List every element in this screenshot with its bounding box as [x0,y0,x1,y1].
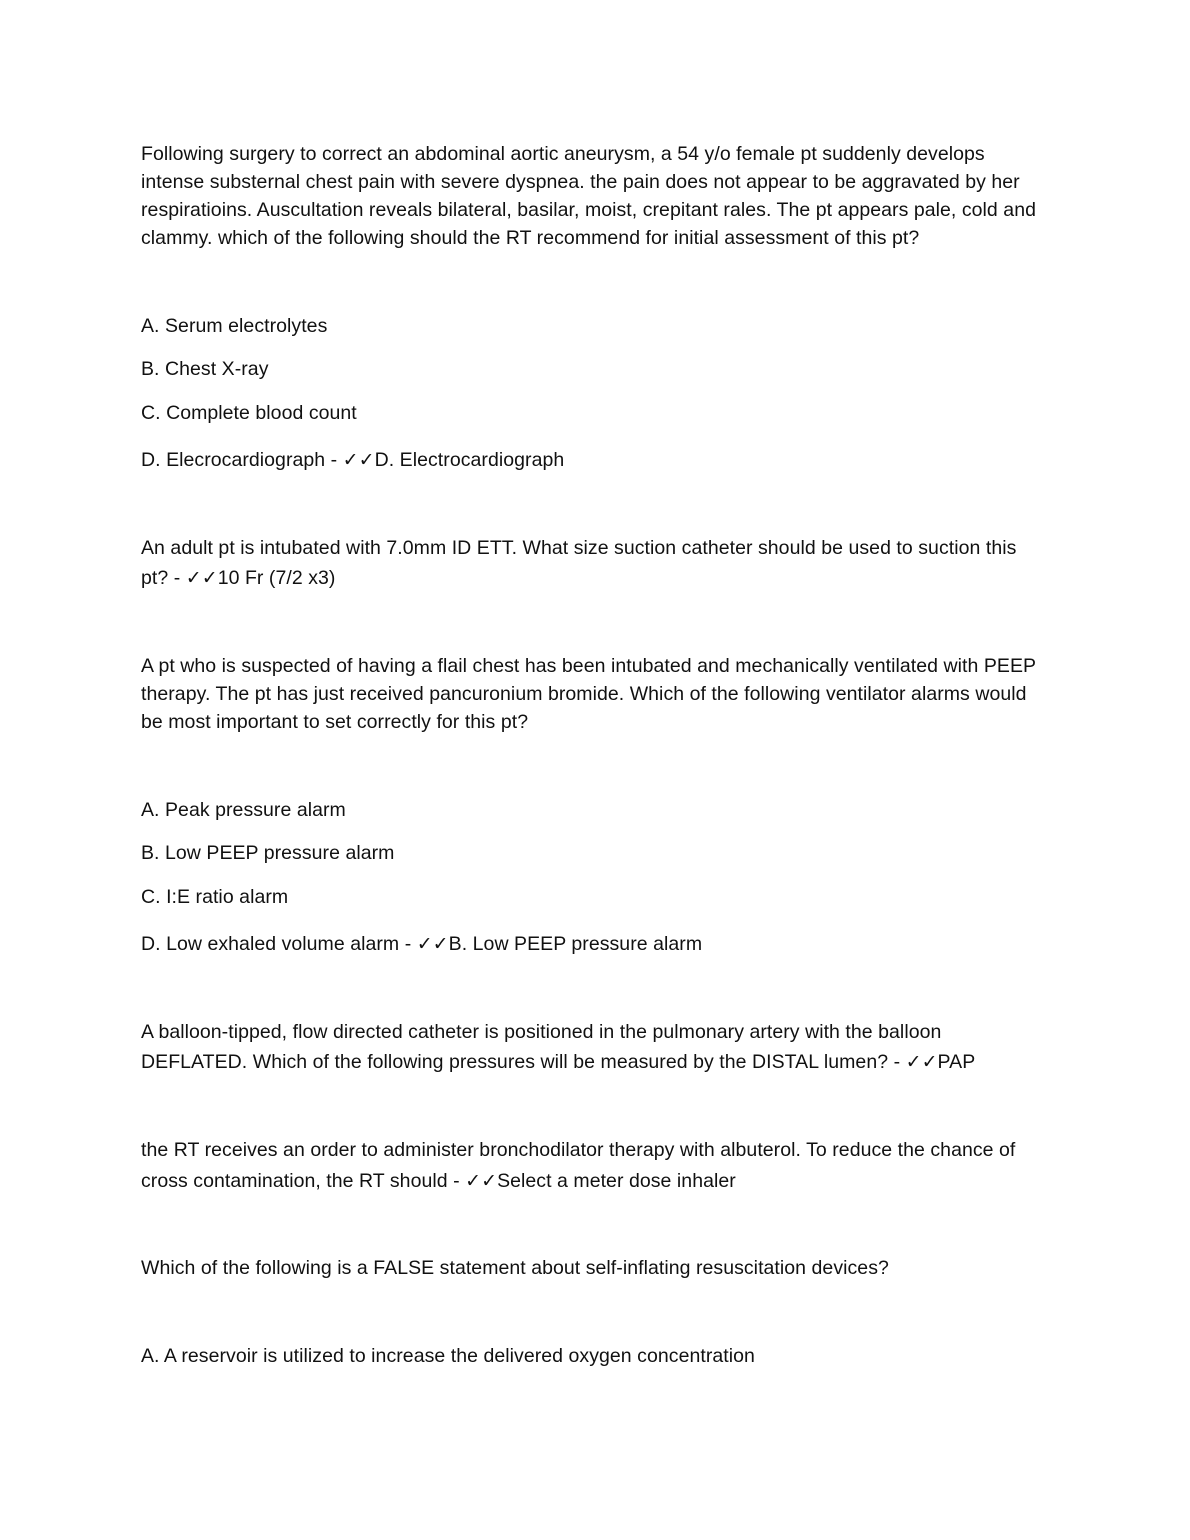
q3-option-d-with-answer [141,930,702,958]
q3-option-c: C. I:E ratio alarm [141,886,289,908]
q2-stem-prefix: pt? - [141,567,186,589]
q1-stem-line-4: clammy. which of the following should the RT recommend for initial assessment of this pt? [141,227,920,249]
answer-check-icon: ✓✓ [465,1170,498,1192]
q1-answer: D. Electrocardiograph [374,449,565,471]
q3-option-a: A. Peak pressure alarm [141,799,346,821]
answer-check-icon: ✓✓ [905,1051,938,1073]
q5-stem-line-1: the RT receives an order to administer bronchodilator therapy with albuterol. To reduce the chance of [141,1139,1016,1161]
q3-stem-line-1: A pt who is suspected of having a flail chest has been intubated and mechanically ventilated with PEEP [141,655,1037,677]
answer-check-icon: ✓✓ [416,933,449,955]
q1-option-a: A. Serum electrolytes [141,315,328,337]
q3-stem-line-2: therapy. The pt has just received pancuronium bromide. Which of the following ventilator alarms would [141,683,1027,705]
q4-stem-line-1: A balloon-tipped, flow directed catheter is positioned in the pulmonary artery with the balloon [141,1021,942,1043]
q2-answer: 10 Fr (7/2 x3) [217,567,336,589]
q3-stem-line-3: be most important to set correctly for this pt? [141,711,529,733]
q3-option-d: D. Low exhaled volume alarm - [141,933,417,955]
q4-stem-line-2 [141,1048,975,1076]
q1-stem-line-3: respiratioins. Auscultation reveals bilateral, basilar, moist, crepitant rales. The pt appears pale, cold and [141,199,1036,221]
answer-check-icon: ✓✓ [185,567,218,589]
q1-stem-line-1: Following surgery to correct an abdominal aortic aneurysm, a 54 y/o female pt suddenly develops [141,143,985,165]
q4-answer: PAP [937,1051,976,1073]
answer-check-icon: ✓✓ [342,449,375,471]
q6-option-a: A. A reservoir is utilized to increase the delivered oxygen concentration [141,1345,755,1367]
q5-stem-prefix: cross contamination, the RT should - [141,1170,466,1192]
q1-stem-line-2: intense substernal chest pain with severe dyspnea. the pain does not appear to be aggravated by her [141,171,1020,193]
q6-stem: Which of the following is a FALSE statement about self-inflating resuscitation devices? [141,1257,889,1279]
q5-answer: Select a meter dose inhaler [497,1170,736,1192]
q1-option-d: D. Elecrocardiograph - [141,449,343,471]
q2-stem-line-1: An adult pt is intubated with 7.0mm ID ETT. What size suction catheter should be used to suction this [141,537,1017,559]
q1-option-d-with-answer [141,446,564,474]
q5-stem-line-2 [141,1167,736,1195]
q3-option-b: B. Low PEEP pressure alarm [141,842,395,864]
q1-option-c: C. Complete blood count [141,402,357,424]
q2-stem-line-2 [141,564,335,592]
q1-option-b: B. Chest X-ray [141,358,269,380]
q3-answer: B. Low PEEP pressure alarm [448,933,703,955]
q4-stem-prefix: DEFLATED. Which of the following pressures will be measured by the DISTAL lumen? - [141,1051,906,1073]
